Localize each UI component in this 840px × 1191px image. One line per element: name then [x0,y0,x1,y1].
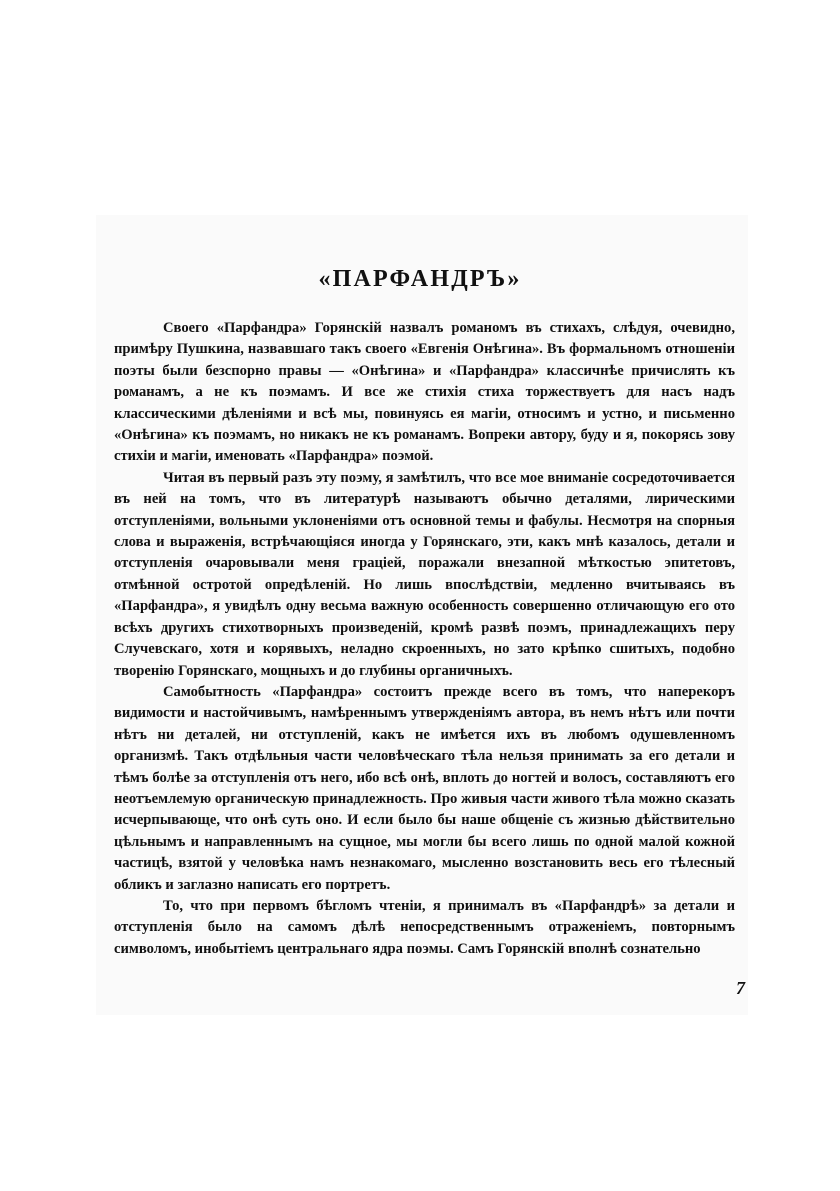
paragraph: То, что при первомъ бѣгломъ чтеніи, я принималъ въ «Парфандрѣ» за детали и отступленія было на самомъ дѣлѣ непосредственнымъ отраженіемъ, повторнымъ символомъ, инобытіемъ центральнаго ядра поэмы. Самъ Горянскій вполнѣ сознательно [114,897,735,957]
paragraph: Самобытность «Парфандра» состоитъ прежде всего въ томъ, что наперекоръ видимости и настойчивымъ, намѣреннымъ утвержденіямъ автора, въ немъ нѣтъ или почти нѣтъ ни деталей, ни отступленій, какъ не имѣется ихъ въ любомъ одушевленномъ организмѣ. Такъ отдѣльныя части человѣческаго тѣла нельзя принимать за его детали и тѣмъ болѣе за отступленія отъ него, ибо всѣ онѣ, вплоть до ногтей и волосъ, составляютъ его неотъемлемую органическую принадлежность. Про живыя части живого тѣла можно сказать исчерпывающе, что онѣ суть оно. И если было бы наше общеніе съ жизнью дѣйствительно цѣльнымъ и направленнымъ на сущное, мы могли бы всего лишь по одной малой кожной частицѣ, взятой у человѣка намъ незнакомаго, мысленно возстановить весь его тѣлесный обликъ и заглазно написать его портретъ. [114,683,735,893]
body-text [114,318,735,960]
paragraph: Своего «Парфандра» Горянскій назвалъ романомъ въ стихахъ, слѣдуя, очевидно, примѣру Пушкина, назвавшаго такъ своего «Евгенія Онѣгина». Въ формальномъ отношеніи поэты были безспорно правы — «Онѣгина» и «Парфандра» классичнѣе причислять къ романамъ, а не къ поэмамъ. И все же стихія стиха торжествуетъ для насъ надъ классическими дѣленіями и всѣ мы, повинуясь ея магіи, относимъ и устно, и письменно «Онѣгина» къ поэмамъ, но никакъ не къ романамъ. Вопреки автору, буду и я, покорясь зову стихіи и магіи, именовать «Парфандра» поэмой. [114,320,735,465]
paragraph: Читая въ первый разъ эту поэму, я замѣтилъ, что все мое вниманіе сосредоточивается въ ней на томъ, что въ литературѣ называютъ обычно деталями, лирическими отступленіями, вольными уклоненіями отъ основной темы и фабулы. Несмотря на спорныя слова и выраженія, встрѣчающіяся иногда у Горянскаго, эти, какъ мнѣ казалось, детали и отступленія очаровывали меня граціей, поражали внезапной мѣткостью эпитетовъ, отмѣнной остротой опредѣленій. Но лишь впослѣдствіи, медленно вчитываясь въ «Парфандра», я увидѣлъ одну весьма важную особенность совершенно отличающую его ото всѣхъ другихъ стихотворныхъ произведеній, кромѣ развѣ поэмъ, принадлежащихъ перу Случевскаго, хотя и корявыхъ, неладно скроенныхъ, но зато крѣпко сшитыхъ, подобно творенію Горянскаго, мощныхъ и до глубины органичныхъ. [114,469,735,679]
page-number: 7 [736,978,745,998]
page-title: «ПАРФАНДРЪ» [318,266,522,292]
